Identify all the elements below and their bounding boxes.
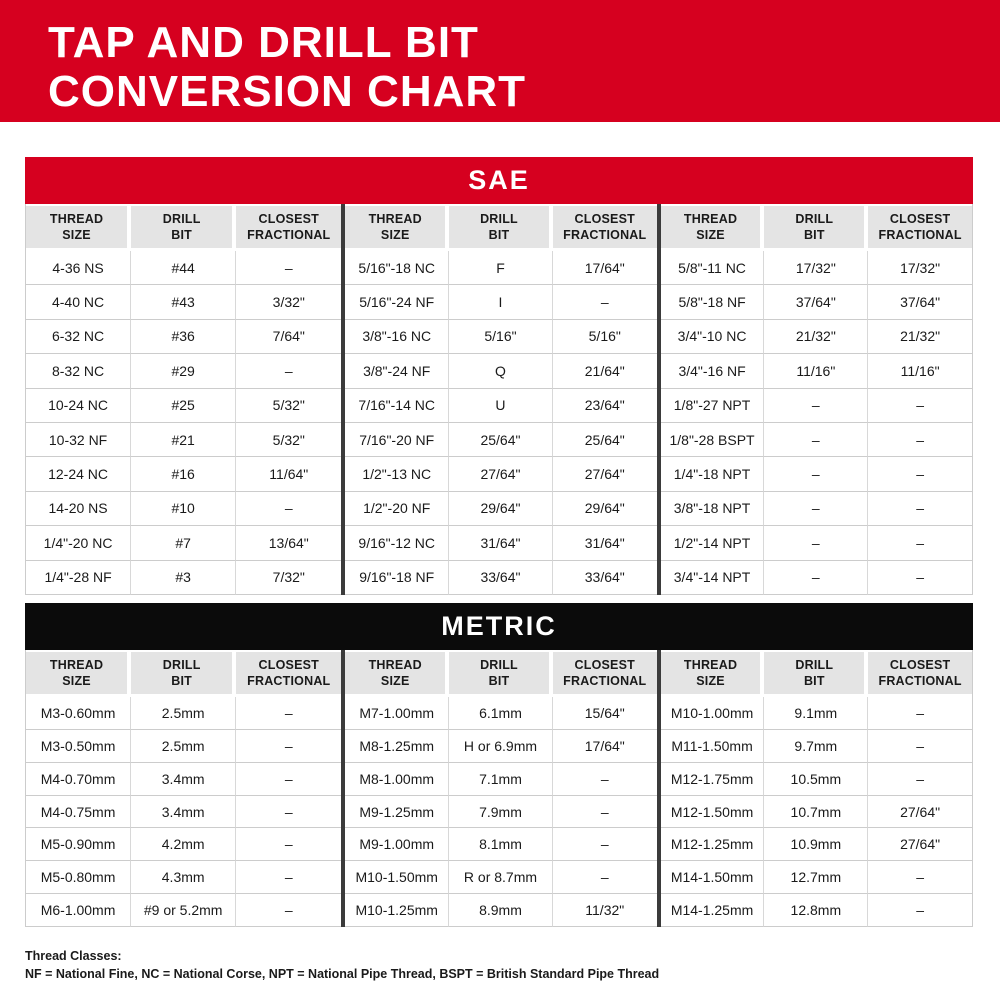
column-header: THREAD SIZE [26,650,131,697]
table-cell: 1/2"-20 NF [345,492,449,526]
table-cell: 5/16" [553,320,657,354]
table-cell: 7/64" [236,320,341,354]
table-cell: #44 [131,251,236,285]
table-cell: #25 [131,389,236,423]
table-cell: M10-1.25mm [345,894,449,927]
table-cell: M9-1.00mm [345,828,449,861]
table-cell: M14-1.50mm [661,861,765,894]
footnote-heading: Thread Classes: [25,949,122,964]
table-cell: 4-40 NC [26,285,131,319]
column-header: CLOSEST FRACTIONAL [553,204,657,251]
table-cell: 10.7mm [764,796,868,829]
table-cell: #43 [131,285,236,319]
table-cell: 1/4"-18 NPT [661,457,765,491]
table-cell: 10-24 NC [26,389,131,423]
table-cell: – [868,492,972,526]
table-cell: – [553,763,657,796]
table-cell: 13/64" [236,526,341,560]
table-cell: 17/64" [553,730,657,763]
table-column-group [26,650,341,927]
table-cell: 33/64" [553,561,657,595]
table-cell: R or 8.7mm [449,861,553,894]
table-cell: 4.3mm [131,861,236,894]
column-header: DRILL BIT [764,204,868,251]
column-header: THREAD SIZE [661,650,765,697]
column-header: THREAD SIZE [661,204,765,251]
table-cell: 5/32" [236,423,341,457]
table-cell: 17/64" [553,251,657,285]
table-cell: 33/64" [449,561,553,595]
table-cell: 10.9mm [764,828,868,861]
page-title-line1: TAP AND DRILL BIT [48,18,479,67]
table-cell: M10-1.00mm [661,697,765,730]
table-cell: I [449,285,553,319]
table-cell: – [868,697,972,730]
table-cell: F [449,251,553,285]
table-cell: – [236,894,341,927]
table-cell: 7/16"-14 NC [345,389,449,423]
table-cell: M4-0.75mm [26,796,131,829]
table-cell: 15/64" [553,697,657,730]
table-cell: 5/32" [236,389,341,423]
table-cell: 12.7mm [764,861,868,894]
table-cell: 4-36 NS [26,251,131,285]
column-header: THREAD SIZE [345,204,449,251]
table-column-group [341,204,656,595]
column-header: DRILL BIT [764,650,868,697]
table-cell: 10.5mm [764,763,868,796]
sae-section [25,157,973,595]
metric-table [25,650,973,927]
table-cell: M12-1.75mm [661,763,765,796]
table-cell: – [236,861,341,894]
footnote [25,947,975,983]
table-cell: M6-1.00mm [26,894,131,927]
metric-section [25,603,973,927]
table-cell: 9.7mm [764,730,868,763]
table-cell: 37/64" [868,285,972,319]
table-cell: 3/8"-18 NPT [661,492,765,526]
table-cell: – [764,423,868,457]
table-cell: #29 [131,354,236,388]
table-cell: – [764,526,868,560]
table-cell: M14-1.25mm [661,894,765,927]
table-cell: M5-0.80mm [26,861,131,894]
table-cell: – [868,561,972,595]
page-title-line2: CONVERSION CHART [48,67,527,117]
table-cell: – [236,730,341,763]
table-cell: 7/16"-20 NF [345,423,449,457]
table-cell: 7/32" [236,561,341,595]
table-cell: 11/16" [868,354,972,388]
table-cell: 7.9mm [449,796,553,829]
table-cell: – [764,457,868,491]
table-cell: 27/64" [868,796,972,829]
table-cell: 37/64" [764,285,868,319]
table-cell: M12-1.25mm [661,828,765,861]
table-cell: 9/16"-18 NF [345,561,449,595]
table-cell: 6-32 NC [26,320,131,354]
chart-content [25,157,973,927]
table-cell: #36 [131,320,236,354]
table-cell: 1/8"-28 BSPT [661,423,765,457]
table-cell: 29/64" [449,492,553,526]
column-header: DRILL BIT [131,650,236,697]
table-cell: 2.5mm [131,697,236,730]
table-cell: 31/64" [449,526,553,560]
table-cell: – [553,796,657,829]
table-cell: 21/32" [868,320,972,354]
table-cell: 8-32 NC [26,354,131,388]
table-cell: 21/32" [764,320,868,354]
table-cell: 27/64" [449,457,553,491]
table-cell: 25/64" [449,423,553,457]
table-cell: 1/4"-28 NF [26,561,131,595]
table-cell: – [868,763,972,796]
table-cell: 25/64" [553,423,657,457]
sae-label: SAE [468,165,530,195]
table-cell: – [868,894,972,927]
table-cell: #16 [131,457,236,491]
table-cell: M11-1.50mm [661,730,765,763]
table-cell: – [236,763,341,796]
column-header: DRILL BIT [449,650,553,697]
column-header: THREAD SIZE [26,204,131,251]
table-column-group [26,204,341,595]
table-cell: M8-1.00mm [345,763,449,796]
table-cell: 5/16"-18 NC [345,251,449,285]
table-cell: 8.9mm [449,894,553,927]
table-cell: 11/64" [236,457,341,491]
table-cell: M10-1.50mm [345,861,449,894]
table-cell: – [868,423,972,457]
table-cell: M3-0.60mm [26,697,131,730]
table-cell: – [236,796,341,829]
column-header: DRILL BIT [131,204,236,251]
table-cell: M5-0.90mm [26,828,131,861]
table-cell: 14-20 NS [26,492,131,526]
table-cell: – [553,861,657,894]
table-column-group [657,204,972,595]
table-cell: 17/32" [868,251,972,285]
title-banner [0,0,1000,122]
table-cell: – [553,828,657,861]
column-header: THREAD SIZE [345,650,449,697]
table-cell: 5/16" [449,320,553,354]
column-header: DRILL BIT [449,204,553,251]
table-cell: 8.1mm [449,828,553,861]
table-cell: 11/16" [764,354,868,388]
table-cell: M3-0.50mm [26,730,131,763]
table-cell: 1/2"-13 NC [345,457,449,491]
table-cell: – [868,526,972,560]
table-cell: 2.5mm [131,730,236,763]
table-cell: M4-0.70mm [26,763,131,796]
table-cell: #7 [131,526,236,560]
table-cell: – [236,828,341,861]
table-cell: 21/64" [553,354,657,388]
table-column-group [341,650,656,927]
table-cell: M12-1.50mm [661,796,765,829]
table-cell: – [236,354,341,388]
table-cell: – [868,457,972,491]
table-cell: H or 6.9mm [449,730,553,763]
table-cell: 9.1mm [764,697,868,730]
table-cell: – [868,861,972,894]
table-cell: M9-1.25mm [345,796,449,829]
table-cell: M7-1.00mm [345,697,449,730]
table-cell: 5/8"-11 NC [661,251,765,285]
table-cell: 7.1mm [449,763,553,796]
table-cell: 5/16"-24 NF [345,285,449,319]
column-header: CLOSEST FRACTIONAL [553,650,657,697]
table-cell: 3/8"-24 NF [345,354,449,388]
table-cell: 29/64" [553,492,657,526]
table-cell: 1/4"-20 NC [26,526,131,560]
table-cell: #10 [131,492,236,526]
table-cell: 31/64" [553,526,657,560]
table-cell: 3/4"-16 NF [661,354,765,388]
column-header: CLOSEST FRACTIONAL [868,204,972,251]
table-cell: 3/32" [236,285,341,319]
column-header: CLOSEST FRACTIONAL [236,204,341,251]
table-cell: 3.4mm [131,796,236,829]
table-cell: 5/8"-18 NF [661,285,765,319]
table-cell: 1/8"-27 NPT [661,389,765,423]
table-cell: – [764,389,868,423]
sae-header-bar [25,157,973,204]
table-cell: – [764,561,868,595]
table-cell: – [236,251,341,285]
table-cell: 17/32" [764,251,868,285]
table-cell: #21 [131,423,236,457]
table-column-group [657,650,972,927]
metric-label: METRIC [441,610,557,641]
table-cell: 27/64" [868,828,972,861]
table-cell: – [868,389,972,423]
table-cell: 23/64" [553,389,657,423]
table-cell: #9 or 5.2mm [131,894,236,927]
table-cell: 3.4mm [131,763,236,796]
table-cell: 1/2"-14 NPT [661,526,765,560]
table-cell: – [553,285,657,319]
table-cell: #3 [131,561,236,595]
table-cell: 27/64" [553,457,657,491]
metric-header-bar [25,603,973,650]
table-cell: – [236,492,341,526]
table-cell: 12.8mm [764,894,868,927]
table-cell: 10-32 NF [26,423,131,457]
table-cell: 3/4"-10 NC [661,320,765,354]
table-cell: 9/16"-12 NC [345,526,449,560]
table-cell: M8-1.25mm [345,730,449,763]
table-cell: – [764,492,868,526]
table-cell: 6.1mm [449,697,553,730]
table-cell: 12-24 NC [26,457,131,491]
footnote-definitions: NF = National Fine, NC = National Corse, NPT = National Pipe Thread, BSPT = British Standard Pipe Thread [25,967,660,982]
column-header: CLOSEST FRACTIONAL [236,650,341,697]
sae-table [25,204,973,595]
table-cell: – [868,730,972,763]
table-cell: – [236,697,341,730]
column-header: CLOSEST FRACTIONAL [868,650,972,697]
table-cell: 4.2mm [131,828,236,861]
table-cell: 3/8"-16 NC [345,320,449,354]
table-cell: 11/32" [553,894,657,927]
table-cell: U [449,389,553,423]
table-cell: Q [449,354,553,388]
table-cell: 3/4"-14 NPT [661,561,765,595]
